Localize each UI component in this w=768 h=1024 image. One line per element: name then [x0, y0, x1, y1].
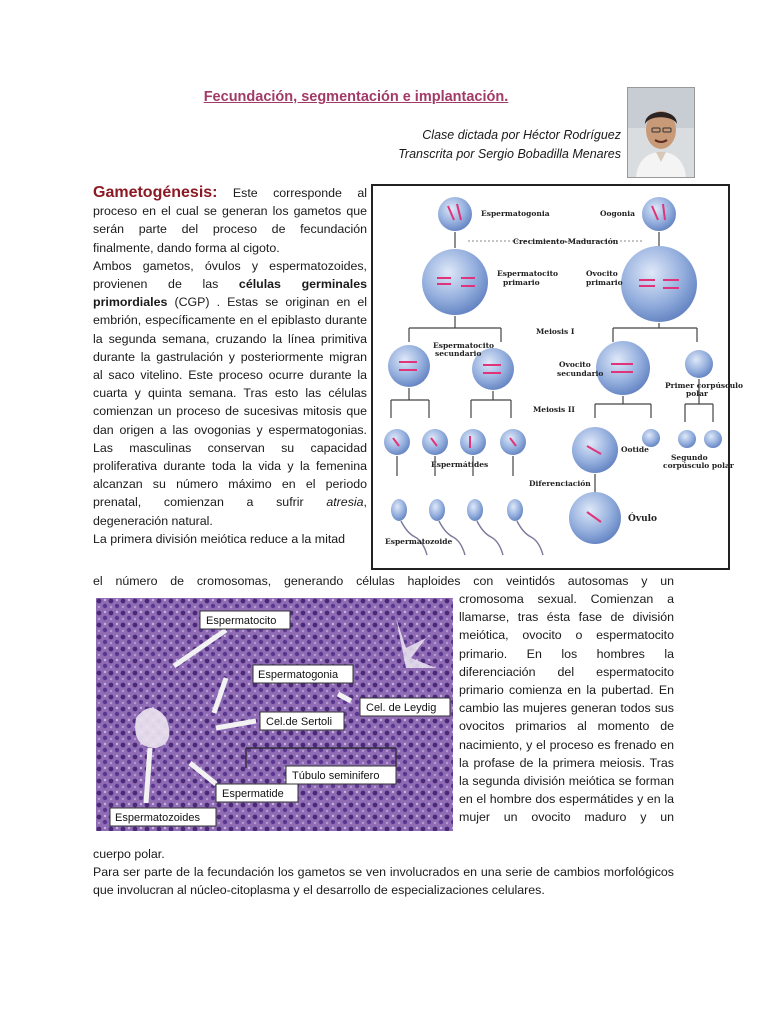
- segundo-cp-cell-2: [704, 430, 722, 448]
- section-heading: Gametogénesis:: [93, 184, 218, 201]
- paragraph-3-column: cromosoma sexual. Comienzan a llamarse, tras ésta fase de división meiótica, ovocito o espermatocito primario. En los hombres la diferenciación del espermatocito primario comienza en la pubertad. En cambio las mujeres generan todos sus ovocitos primarios al momento de nacimiento, y el proceso es frenado en la profase de la primera meiosis. Tras la segunda división meiótica se forman en el hombre dos espermátides y en la mujer un ovocito maduro y un: [459, 592, 674, 825]
- espermatogonia-cell: [438, 197, 472, 231]
- paragraph-3-end: cuerpo polar.: [93, 847, 165, 861]
- espermatide-cell-3: [460, 429, 486, 455]
- label-espermatocito-micro: Espermatocito: [206, 615, 277, 627]
- paragraph-1-text: Este corresponde al proceso en el cual se generan los gametos que serán parte del proceso de fecundación finalmente, dando forma al cigoto.: [93, 186, 367, 255]
- paragraph-3-start: La primera división meiótica reduce a la mitad: [93, 531, 346, 546]
- label-espermatocito-sec-1: Espermatocito: [433, 341, 495, 350]
- segundo-cp-cell-1: [678, 430, 696, 448]
- diagram-graphic: [373, 186, 744, 568]
- paragraph-2-text-b: (CGP) . Estas se originan en el embrión, específicamente en el epiblasto durante la segunda semana, cruzando la línea primitiva durante la gastrulación y posteriormente migran al saco vitelino. Este proceso ocurre durante la cuarta y quinta semana. Tras esto las células comienzan un proceso de sucesivas mitosis que dan origen a las ovogonias y espermatogonias. Las masculinas conservan su capacidad proliferativa durante toda la vida y la femenina alcanzan su número máximo en el periodo prenatal, comienzan a sufrir: [93, 295, 367, 510]
- oogonia-cell: [642, 197, 676, 231]
- espermatocito-sec-cell-1: [388, 345, 430, 387]
- label-ovocito-primario-2: primario: [586, 278, 623, 287]
- label-espermatides: Espermátides: [431, 460, 489, 469]
- label-diferenciacion: Diferenciación: [529, 479, 591, 488]
- label-tubulo: Túbulo seminifero: [292, 770, 380, 782]
- paragraph-3-line2: el número de cromosomas, generando células haploides con veintidós autosomas y un: [93, 574, 674, 588]
- label-espermatide-micro: Espermatide: [222, 788, 284, 800]
- micrograph-graphic: [96, 598, 453, 831]
- label-ootide: Ootide: [621, 445, 649, 454]
- label-espermatogonia-micro: Espermatogonia: [258, 669, 339, 681]
- label-sertoli: Cel.de Sertoli: [266, 716, 333, 728]
- ovocito-sec-cell: [596, 341, 650, 395]
- paragraph-4: Para ser parte de la fecundación los gametos se ven involucrados en una serie de cambios morfológicos que involucran al núcleo-citoplasma y el desarrollo de especializaciones celulares.: [93, 865, 674, 898]
- label-ovulo: Óvulo: [628, 514, 658, 524]
- label-espermatogonia: Espermatogonia: [481, 209, 550, 218]
- page-title: Fecundación, segmentación e implantación.: [203, 89, 509, 105]
- label-leydig: Cel. de Leydig: [366, 702, 437, 714]
- label-oogonia: Oogonia: [600, 209, 635, 218]
- label-espermatocito-sec-2: secundario: [435, 349, 482, 358]
- label-segundo-cp-1: Segundo: [671, 453, 708, 462]
- label-espermatozoide: Espermatozoide: [385, 537, 453, 546]
- label-segundo-cp-2: corpúsculo polar: [663, 461, 734, 470]
- label-meiosis-2: Meiosis II: [533, 405, 575, 414]
- tail-text: [93, 845, 674, 900]
- gametogenesis-diagram: [371, 184, 744, 570]
- label-crecimiento: Crecimiento-Maduración: [513, 237, 619, 246]
- credit-transcriber: Transcrita por Sergio Bobadilla Menares: [398, 147, 621, 161]
- label-espermatocito-primario-2: primario: [503, 278, 540, 287]
- paragraph-2-text-c: , degeneración natural.: [93, 495, 367, 528]
- label-meiosis-1: Meiosis I: [536, 327, 575, 336]
- espermatocito-primario-cell: [422, 249, 488, 315]
- ovocito-primario-cell: [621, 246, 697, 322]
- paragraph-2-bold: células germinales primordiales: [93, 277, 367, 310]
- portrait-image: [628, 88, 694, 177]
- label-ovocito-sec-2: secundario: [557, 369, 604, 378]
- testis-micrograph: [96, 598, 453, 831]
- label-espermatocito-primario-1: Espermatocito: [497, 269, 559, 278]
- paragraph-1: [93, 184, 367, 257]
- credit-lecturer: Clase dictada por Héctor Rodríguez: [422, 128, 621, 142]
- label-primer-cp-1: Primer corpúsculo: [665, 381, 744, 390]
- paragraph-2: [93, 257, 367, 530]
- gametogenesis-column: [93, 184, 367, 548]
- author-photo: [627, 87, 695, 178]
- primer-corpusculo-cell: [685, 350, 713, 378]
- label-ovocito-primario-1: Ovocito: [586, 269, 618, 278]
- espermatozoides-group: [391, 499, 543, 555]
- label-primer-cp-2: polar: [686, 389, 708, 398]
- label-espermatozoides-micro: Espermatozoides: [115, 812, 200, 824]
- paragraph-2-italic: atresia: [326, 495, 364, 510]
- label-ovocito-sec-1: Ovocito: [559, 360, 591, 369]
- paragraph-2-text-a: Ambos gametos, óvulos y espermatozoides, provienen de las: [93, 258, 367, 292]
